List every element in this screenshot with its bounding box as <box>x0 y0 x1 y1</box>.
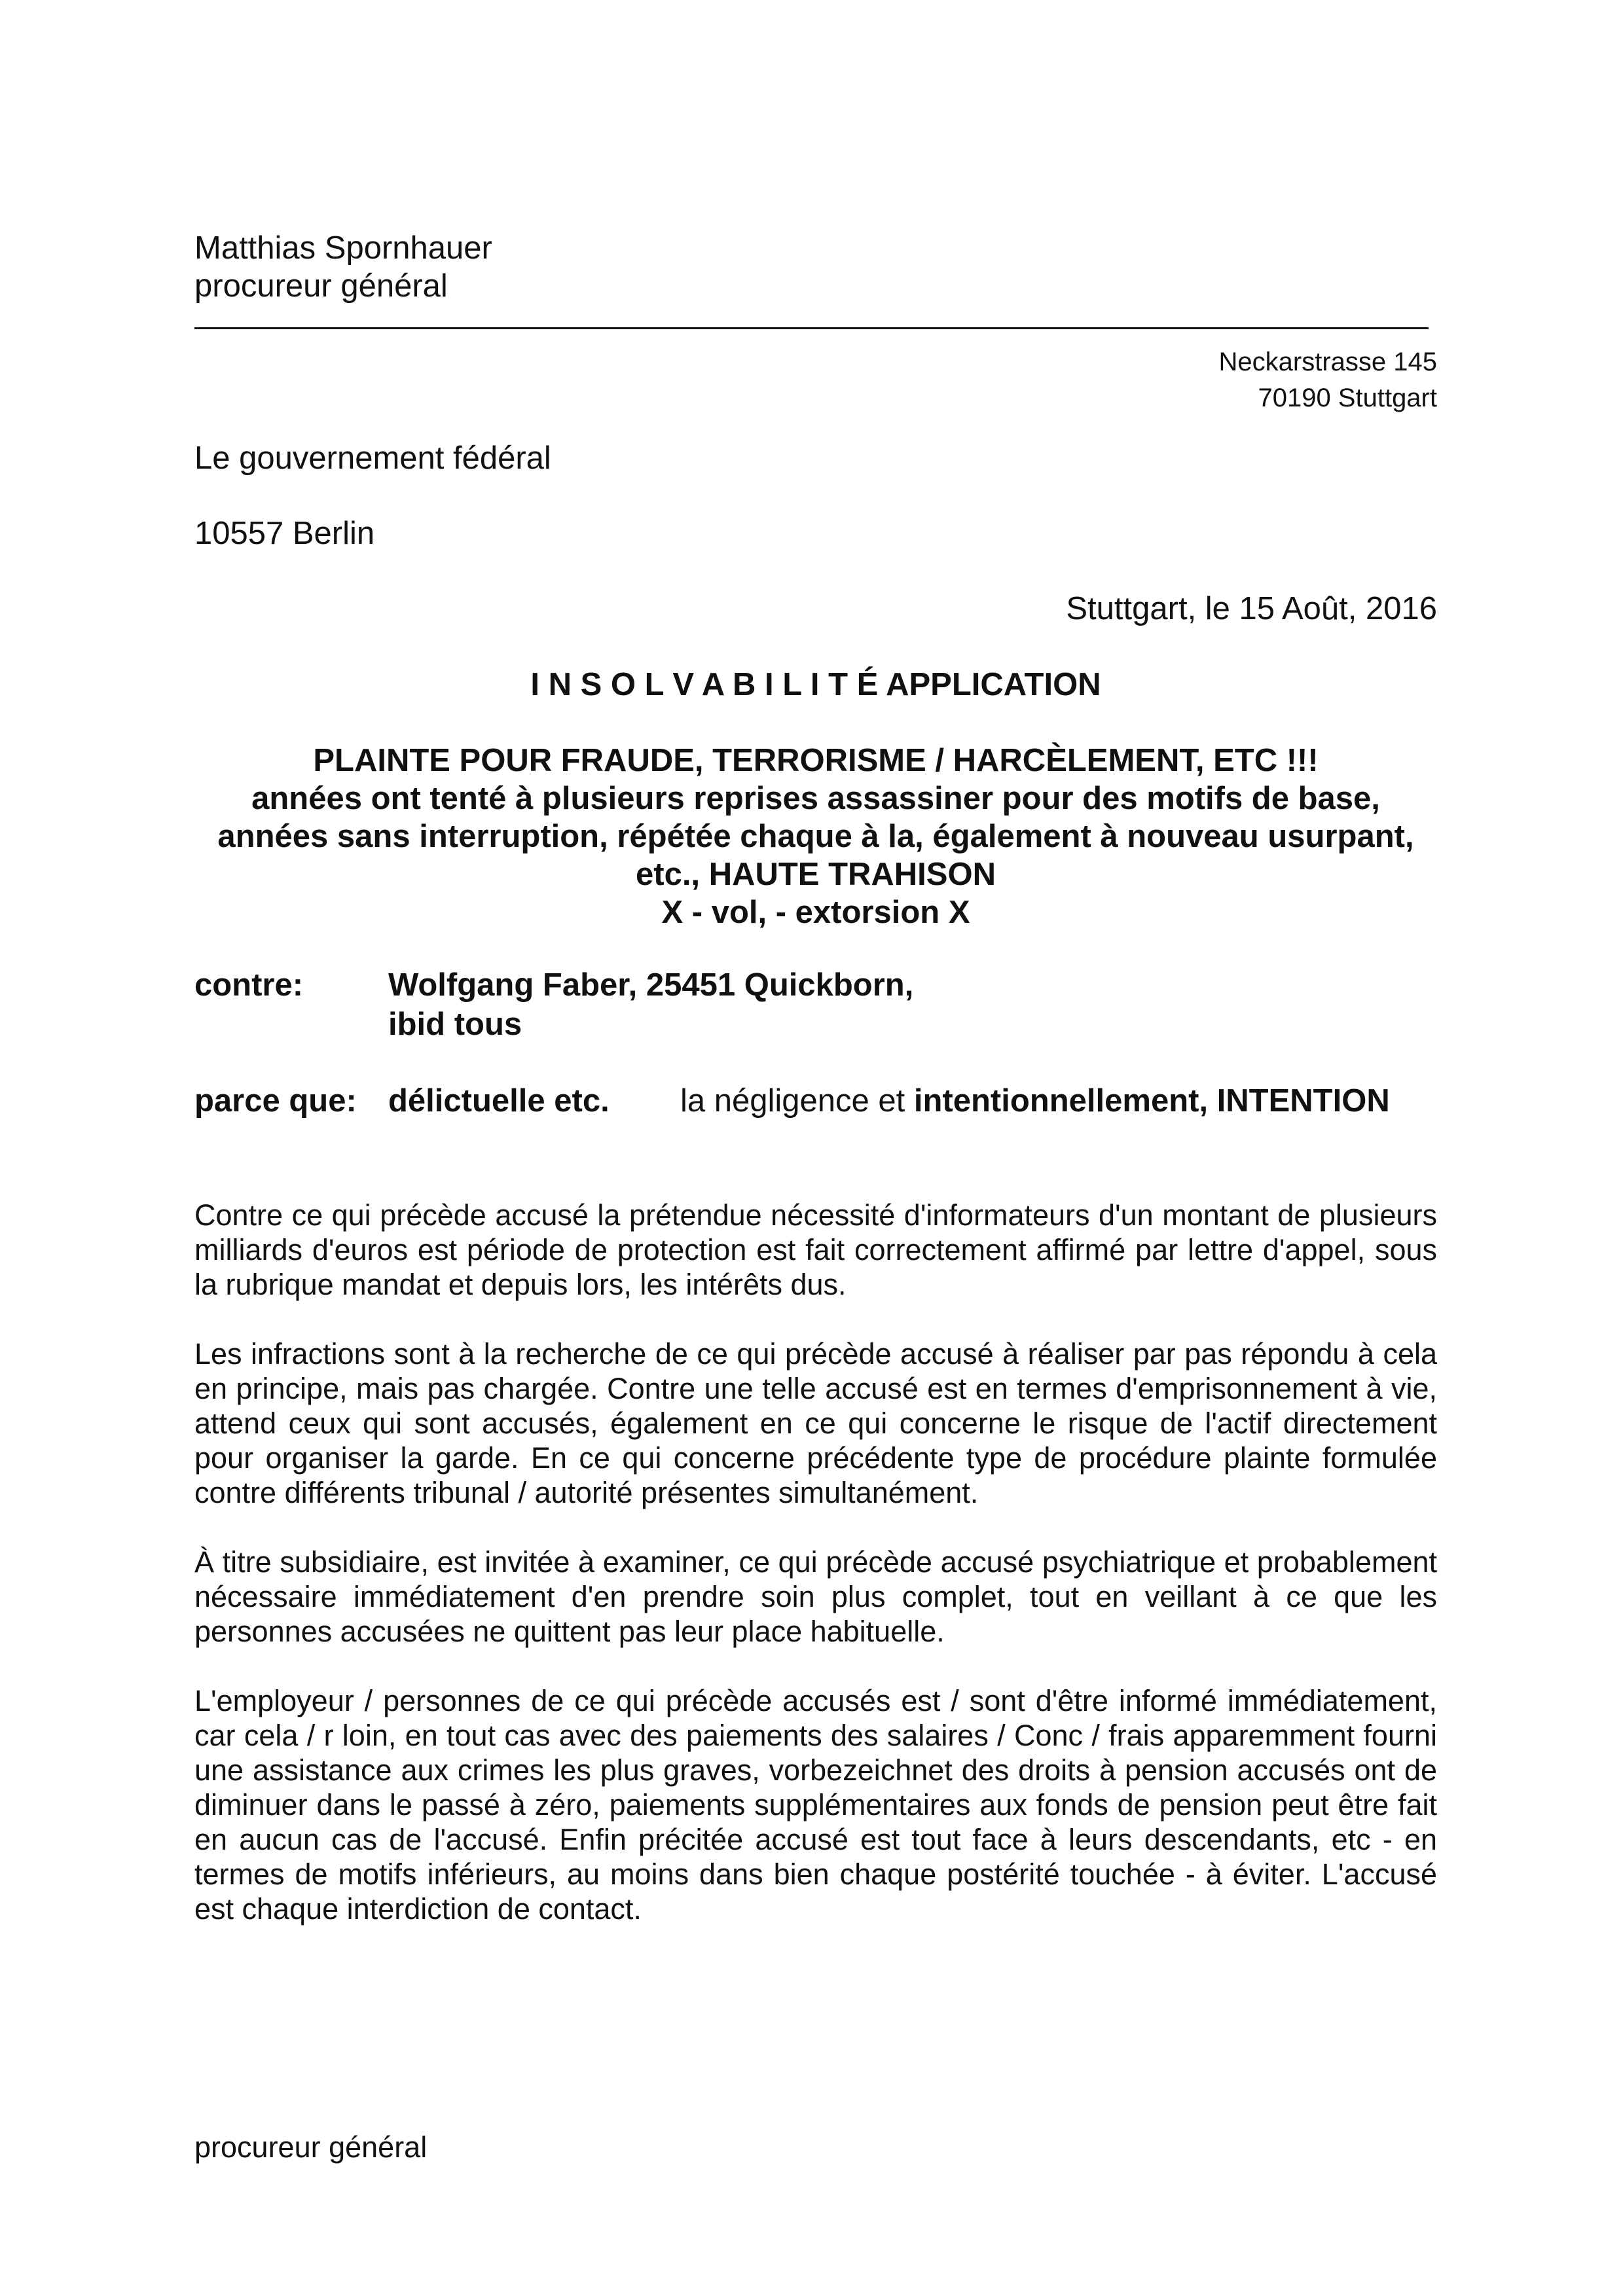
header-divider <box>194 327 1429 329</box>
sender-title: procureur général <box>194 268 448 304</box>
body-paragraph: À titre subsidiaire, est invitée à examiner, ce qui précède accusé psychiatrique et probablement nécessaire immédiatement d'en prendre soin plus complet, tout en veillant à ce que les personnes accusées ne quittent pas leur place habituelle. <box>194 1545 1437 1648</box>
recipient-name: Le gouvernement fédéral <box>194 440 551 476</box>
contre-value <box>388 965 913 1044</box>
complaint-line: X - vol, - extorsion X <box>661 895 970 930</box>
negligence-bold: intentionnellement, INTENTION <box>913 1083 1390 1119</box>
negligence-plain: la négligence et <box>680 1083 914 1119</box>
parce-que-value: délictuelle etc. <box>388 1083 610 1119</box>
complaint-line: années sans interruption, répétée chaque à la, également à nouveau usurpant, <box>217 819 1414 854</box>
parce-que-row <box>194 1081 1438 1121</box>
sender-city: 70190 Stuttgart <box>1258 384 1437 412</box>
complaint-line: PLAINTE POUR FRAUDE, TERRORISME / HARCÈLEMENT, ETC !!! <box>313 743 1319 778</box>
body-paragraph: Les infractions sont à la recherche de ce qui précède accusé à réaliser par pas répondu à cela en principe, mais pas chargée. Contre une telle accusé est en termes d'emprisonnement à vie, attend ceux qui sont accusés, également en ce qui concerne le risque de l'actif directement pour organiser la garde. En ce qui concerne précédente type de procédure plainte formulée contre différents tribunal / autorité présentes simultanément. <box>194 1337 1437 1509</box>
sender-block <box>194 229 492 305</box>
body-paragraph: L'employeur / personnes de ce qui précède accusés est / sont d'être informé immédiatement, car cela / r loin, en tout cas avec des paiements des salaires / Conc / frais apparemment fourni une assistance aux crimes les plus graves, vorbezeichnet des droits à pension accusés ont de diminuer dans le passé à zéro, paiements supplémentaires aux fonds de pension peut être fait en aucun cas de l'accusé. Enfin précitée accusé est tout face à leurs descendants, etc - en termes de motifs inférieurs, au moins dans bien chaque postérité touchée - à éviter. L'accusé est chaque interdiction de contact. <box>194 1684 1437 1926</box>
complaint-line: années ont tenté à plusieurs reprises assassiner pour des motifs de base, <box>251 781 1380 816</box>
application-heading: I N S O L V A B I L I T É APPLICATION <box>530 667 1101 702</box>
parce-que-label: parce que: <box>194 1083 357 1119</box>
contre-line-1: Wolfgang Faber, 25451 Quickborn, <box>388 967 914 1003</box>
date-line: Stuttgart, le 15 Août, 2016 <box>1066 591 1437 626</box>
negligence-phrase <box>680 1081 1390 1121</box>
complaint-line: etc., HAUTE TRAHISON <box>636 857 996 892</box>
letter-body <box>194 1198 1437 1961</box>
sender-street: Neckarstrasse 145 <box>1218 348 1437 376</box>
contre-line-2: ibid tous <box>388 1007 522 1042</box>
sender-address <box>1219 344 1437 416</box>
contre-label: contre: <box>194 967 304 1003</box>
signature: procureur général <box>194 2130 428 2164</box>
sender-name: Matthias Spornhauer <box>194 230 492 266</box>
complaint-heading <box>194 742 1437 931</box>
recipient-city: 10557 Berlin <box>194 516 375 551</box>
body-paragraph: Contre ce qui précède accusé la prétendue nécessité d'informateurs d'un montant de plusieurs milliards d'euros est période de protection est fait correctement affirmé par lettre d'appel, sous la rubrique mandat et depuis lors, les intérêts dus. <box>194 1198 1437 1301</box>
contre-row <box>194 965 1438 1044</box>
